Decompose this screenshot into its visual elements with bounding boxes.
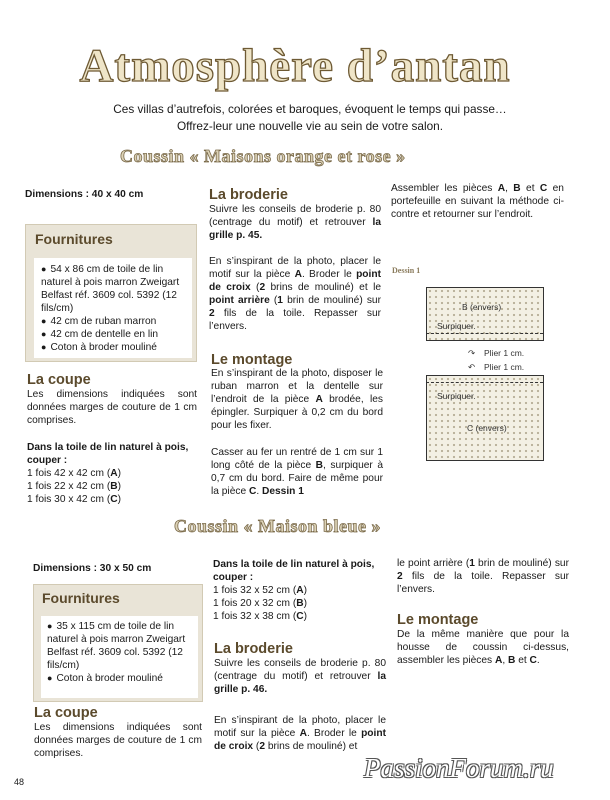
section2-montage-text: De la même manière que pour la housse de coussin ci-dessus, assembler les pièces A, B et C. xyxy=(397,629,569,666)
list-item: ● 42 cm de ruban marron xyxy=(41,315,189,328)
section2-coupe-title: La coupe xyxy=(34,705,98,721)
page-title: Atmosphère d’antan xyxy=(79,40,511,92)
section2-coupe-sub: Dans la toile de lin naturel à pois, couper : xyxy=(213,559,375,583)
section1-coupe-text: Les dimensions indiquées sont données marges de couture de 1 cm comprises. xyxy=(27,389,197,426)
section1-montage-p1: En s’inspirant de la photo, disposer le ruban marron et la dentelle sur l’endroit de la pièce A brodée, les épingler. Surpiquer à 0,2 cm du bord pour les fixer. xyxy=(211,368,383,431)
watermark: PassionForum.ru xyxy=(364,753,554,783)
b-label: B (envers) xyxy=(462,302,502,312)
section2-broderie-p1: Suivre les conseils de broderie p. 80 (centrage du motif) et retrouver la grille p. 46. xyxy=(214,658,386,695)
surpiquer-label-1: Surpiquer. xyxy=(437,321,476,331)
dessin-label: Dessin 1 xyxy=(392,266,421,275)
list-item: ● Coton à broder mouliné xyxy=(41,341,189,354)
cut-line: 1 fois 42 x 42 cm (A) xyxy=(27,468,121,479)
stitch-line-b xyxy=(426,333,543,334)
plier-label-2: Plier 1 cm. xyxy=(484,362,525,372)
fournitures-list xyxy=(41,616,198,698)
section2-title: Coussin « Maison bleue » xyxy=(174,516,382,536)
section2-broderie-title: La broderie xyxy=(214,641,293,657)
section1-coupe-title: La coupe xyxy=(27,372,91,388)
plier-arrow-1: ↷ xyxy=(468,348,476,358)
section1-cuts xyxy=(27,467,202,506)
section1-fournitures-box xyxy=(25,224,197,362)
section1-dimensions: Dimensions : 40 x 40 cm xyxy=(25,189,144,200)
fournitures-title: Fournitures xyxy=(35,231,113,247)
section1-coupe-sub: Dans la toile de lin naturel à pois, couper : xyxy=(27,442,189,466)
cut-line: 1 fois 20 x 32 cm (B) xyxy=(213,598,307,609)
section1-broderie-title: La broderie xyxy=(209,187,288,203)
section1-montage-title: Le montage xyxy=(211,352,293,368)
surpiquer-label-2: Surpiquer. xyxy=(437,391,476,401)
cut-line: 1 fois 32 x 52 cm (A) xyxy=(213,585,307,596)
cut-line: 1 fois 30 x 42 cm (C) xyxy=(27,494,121,505)
intro-line-2: Offrez-leur une nouvelle vie au sein de votre salon. xyxy=(176,119,444,133)
section1-assembler: Assembler les pièces A, B et C en portefeuille en suivant la méthode ci-contre et retourner sur l’endroit. xyxy=(391,183,564,220)
page-number: 48 xyxy=(14,777,25,787)
fournitures-title: Fournitures xyxy=(42,590,120,606)
section2-montage-title: Le montage xyxy=(397,612,479,628)
section2-dimensions: Dimensions : 30 x 50 cm xyxy=(33,563,152,574)
section2-cuts xyxy=(213,584,388,623)
section2-col3-text: le point arrière (1 brin de mouliné) sur 2 fils de la toile. Repasser sur l’envers. xyxy=(397,558,569,595)
section1-broderie-p2: En s’inspirant de la photo, placer le motif sur la pièce A. Broder le point de croix (2 brins de mouliné) et le point arrière (1 brin de mouliné) sur 2 fils de la toile. Repasser sur l’envers. xyxy=(209,256,381,332)
c-label: C (envers) xyxy=(467,423,507,433)
list-item: ● Coton à broder mouliné xyxy=(47,672,195,685)
list-item: ● 35 x 115 cm de toile de lin naturel à pois marron Zweigart Belfast réf. 3609 col. 5392 (12 fils/cm) xyxy=(47,620,195,672)
section2-coupe-text: Les dimensions indiquées sont données marges de couture de 1 cm comprises. xyxy=(34,722,202,759)
section1-title: Coussin « Maisons orange et rose » xyxy=(120,146,406,166)
list-item: ● 54 x 86 cm de toile de lin naturel à pois marron Zweigart Belfast réf. 3609 col. 5392 (12 fils/cm) xyxy=(41,263,189,315)
plier-arrow-2: ↶ xyxy=(468,362,476,372)
cut-line: 1 fois 22 x 42 cm (B) xyxy=(27,481,121,492)
section2-broderie-p2: En s’inspirant de la photo, placer le motif sur la pièce A. Broder le point de croix (2 brins de mouliné) et xyxy=(214,715,386,752)
cut-line: 1 fois 32 x 38 cm (C) xyxy=(213,611,307,622)
section1-broderie-p1: Suivre les conseils de broderie p. 80 (centrage du motif) et retrouver la grille p. 45. xyxy=(209,204,381,241)
intro xyxy=(60,101,560,135)
stitch-line-c xyxy=(426,382,543,383)
fabric-piece-c xyxy=(426,375,544,461)
intro-line-1: Ces villas d’autrefois, colorées et baroques, évoquent le temps qui passe… xyxy=(113,102,507,116)
section2-fournitures-box xyxy=(33,584,203,702)
list-item: ● 42 cm de dentelle en lin xyxy=(41,328,189,341)
plier-label-1: Plier 1 cm. xyxy=(484,348,525,358)
fournitures-list xyxy=(34,258,192,358)
section1-montage-p2: Casser au fer un rentré de 1 cm sur 1 long côté de la pièce B, surpiquer à 0,7 cm du bord. Faire de même pour la pièce C. Dessin 1 xyxy=(211,447,383,497)
